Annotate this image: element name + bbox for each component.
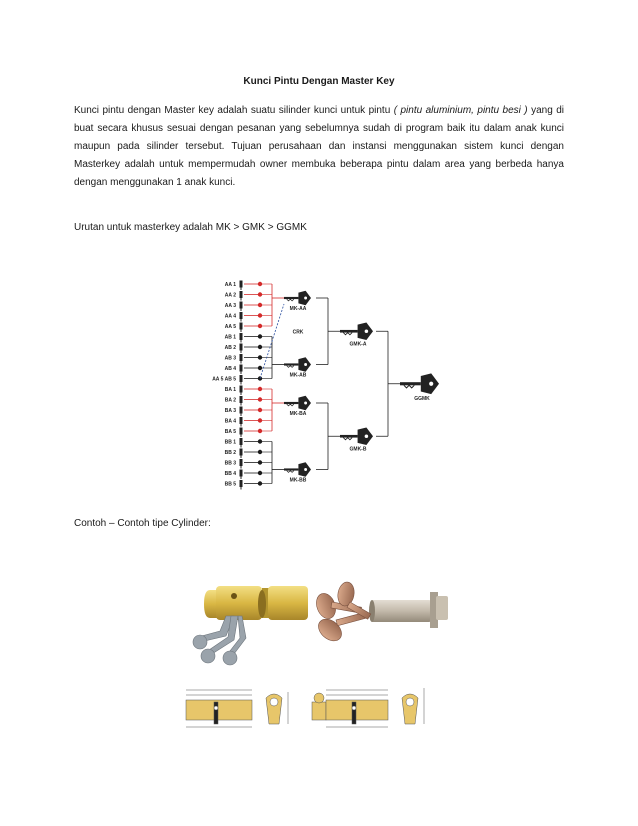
- key-label: BB 2: [224, 449, 236, 456]
- cylinder-drawing-right: [312, 688, 424, 727]
- key-node: [258, 429, 262, 433]
- key-label: BB 3: [224, 460, 236, 467]
- key-node: [258, 366, 262, 370]
- key-label: BA 5: [224, 428, 236, 435]
- key-node: [258, 397, 262, 401]
- key-label: BB 1: [224, 439, 236, 446]
- mk-label: MK-BB: [289, 477, 307, 484]
- key-label: AB 4: [224, 365, 236, 372]
- ggmk-label: GGMK: [414, 395, 430, 402]
- example-line: Contoh – Contoh tipe Cylinder:: [74, 518, 211, 529]
- key-node: [258, 471, 262, 475]
- key-node: [258, 313, 262, 317]
- key-node: [258, 460, 262, 464]
- cylinder-icon: [240, 481, 242, 490]
- crk-label: CRK: [292, 329, 304, 336]
- cylinder-icon: [240, 439, 242, 448]
- key-node: [258, 334, 262, 338]
- cylinder-icon: [240, 344, 242, 353]
- cylinder-icon: [240, 470, 242, 479]
- key-node: [258, 387, 262, 391]
- key-label: BA 4: [224, 418, 236, 425]
- cylinder-icon: [240, 428, 242, 437]
- gmk-key-icon: [340, 322, 373, 340]
- mk-label: MK-AB: [289, 372, 307, 379]
- key-node: [258, 303, 262, 307]
- cylinder-icon: [240, 449, 242, 458]
- gmk-key-icon: [340, 427, 373, 445]
- key-label: AA 3: [224, 302, 236, 309]
- key-label: AA 1: [224, 281, 236, 288]
- cylinder-icon: [240, 386, 242, 395]
- key-node: [258, 324, 262, 328]
- key-label: AB 2: [224, 344, 236, 351]
- cylinder-icon: [240, 460, 242, 469]
- brass-cylinder-photo: [193, 586, 308, 665]
- order-line: Urutan untuk masterkey adalah MK > GMK > GGMK: [74, 222, 307, 233]
- mk-key-icon: [284, 291, 311, 305]
- cylinder-icon: [240, 407, 242, 416]
- key-node: [258, 439, 262, 443]
- ggmk-key-icon: [400, 373, 439, 394]
- key-node: [258, 282, 262, 286]
- key-label: AB 3: [224, 355, 236, 362]
- key-label: AA 5: [224, 323, 236, 330]
- key-label: BA 1: [224, 386, 236, 393]
- intro-text-italic: ( pintu aluminium, pintu besi ): [393, 105, 528, 116]
- mk-key-icon: [284, 462, 311, 476]
- cylinder-icon: [240, 292, 242, 301]
- cylinder-icon: [240, 323, 242, 332]
- key-node: [258, 345, 262, 349]
- key-node: [258, 481, 262, 485]
- intro-text-end: yang di buat secara khusus sesuai dengan pesanan yang sebelumnya sudah di program baik itu dalam anak kunci maupun pada silinder tersebut. Tujuan perusahaan dan instansi menggunakan sistem kunci dengan Masterkey adalah untuk mempermudah owner membuka beberapa pintu dalam area yang berbeda hanya dengan menggunakan 1 anak kunci.: [74, 105, 564, 188]
- cylinder-examples-image: [180, 572, 460, 742]
- key-label: BA 2: [224, 397, 236, 404]
- cylinder-icon: [240, 334, 242, 343]
- cylinder-icon: [240, 365, 242, 374]
- cylinder-icon: [240, 418, 242, 427]
- key-label: BB 5: [224, 481, 236, 488]
- key-node: [258, 418, 262, 422]
- cylinder-icon: [240, 302, 242, 311]
- key-label: AB 1: [224, 334, 236, 341]
- cylinder-icon: [240, 281, 242, 290]
- cylinder-icon: [240, 376, 242, 385]
- masterkey-hierarchy-diagram: [200, 274, 460, 504]
- key-label: AA 2: [224, 292, 236, 299]
- key-node: [258, 292, 262, 296]
- cylinder-drawing-left: [186, 690, 288, 727]
- gmk-label: GMK-A: [349, 341, 367, 348]
- document-title: Kunci Pintu Dengan Master Key: [243, 76, 395, 87]
- intro-paragraph: [74, 102, 564, 192]
- key-label: AA 4: [224, 313, 236, 320]
- mk-label: MK-BA: [289, 411, 307, 417]
- key-label: AA 5 AB 5: [212, 376, 236, 383]
- gmk-label: GMK-B: [349, 446, 367, 453]
- mk-key-icon: [284, 357, 311, 371]
- key-node: [258, 450, 262, 454]
- cylinder-icon: [240, 313, 242, 322]
- intro-text-start: Kunci pintu dengan Master key adalah suatu silinder kunci untuk pintu: [74, 105, 394, 116]
- nickel-cylinder-photo: [313, 581, 448, 645]
- mk-key-icon: [284, 396, 311, 410]
- cylinder-icon: [240, 397, 242, 406]
- key-label: BA 3: [224, 407, 236, 414]
- key-node: [258, 408, 262, 412]
- mk-label: MK-AA: [289, 306, 307, 312]
- cylinder-icon: [240, 355, 242, 364]
- key-label: BB 4: [224, 470, 236, 477]
- key-node: [258, 355, 262, 359]
